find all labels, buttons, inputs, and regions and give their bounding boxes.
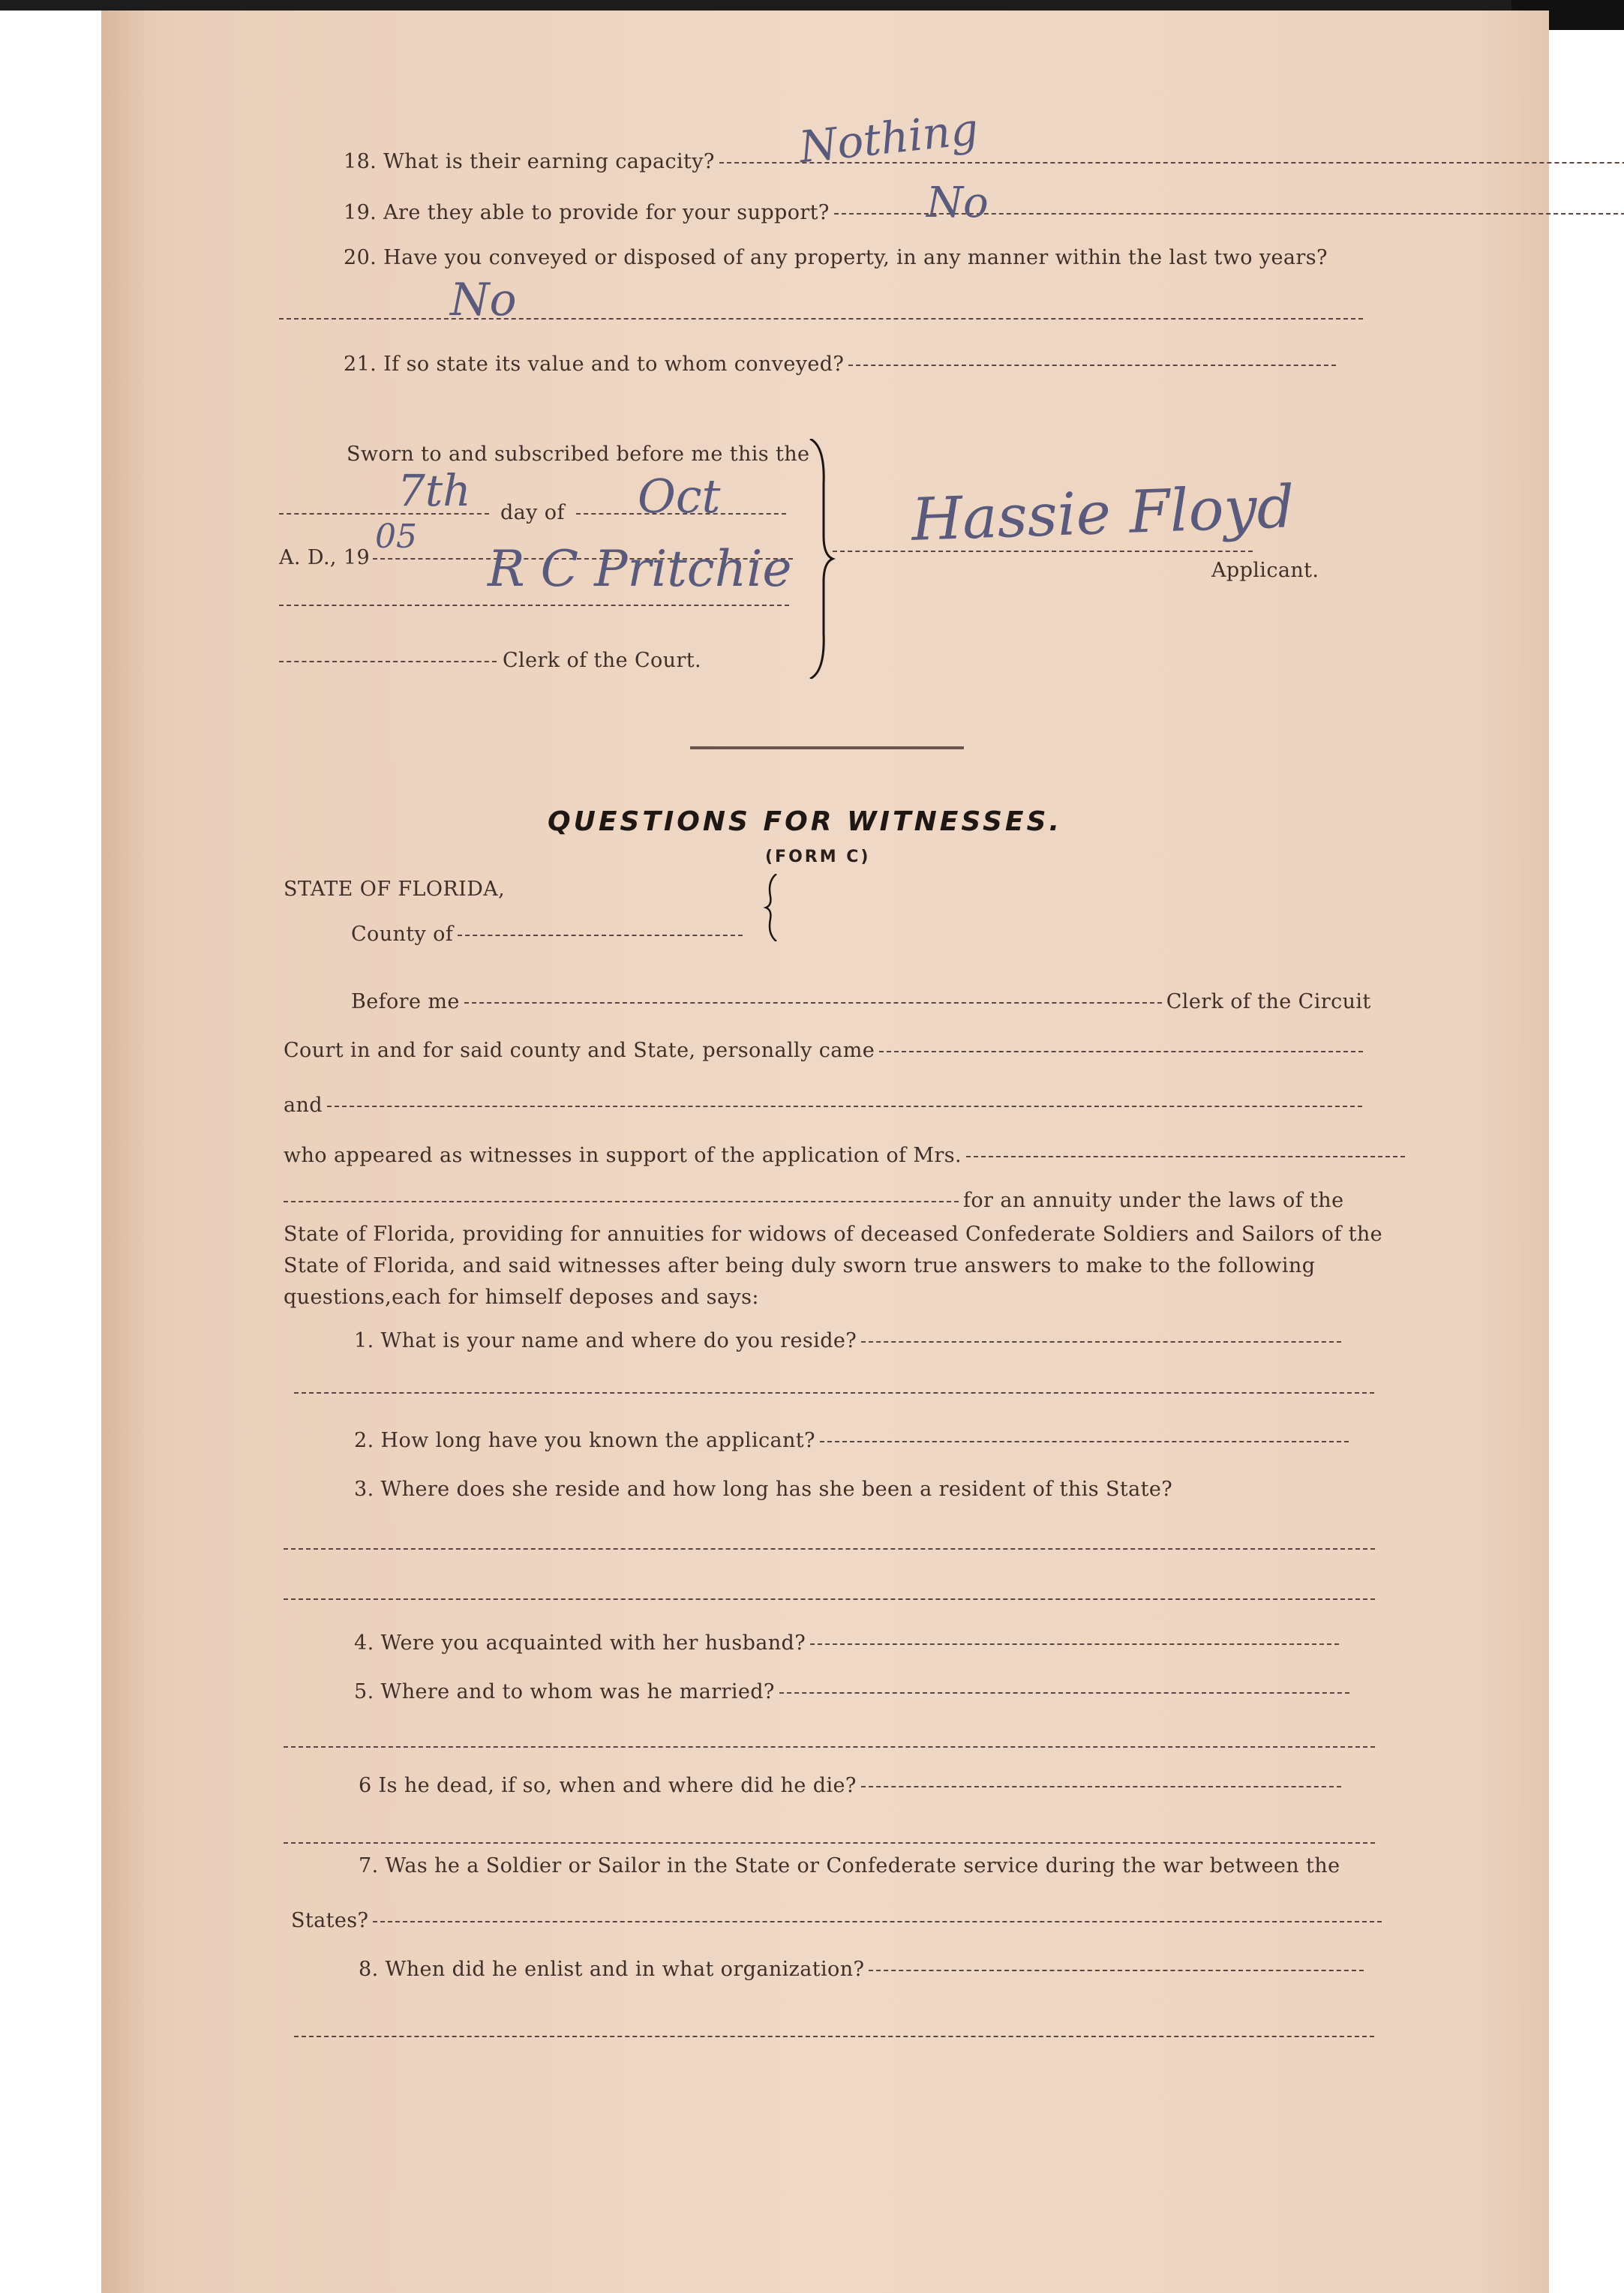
witness-q6-answer-line (284, 1830, 1375, 1853)
witness-and: and (284, 1094, 323, 1117)
witness-q8-answer-line (294, 2024, 1374, 2047)
q21-line (344, 353, 1336, 376)
witness-q5: 5. Where and to whom was he married? (354, 1680, 775, 1703)
witness-q6-line (359, 1774, 1341, 1797)
jurat-ad: A. D., 19 (279, 546, 371, 569)
witness-paragraph-3: questions,each for himself deposes and says: (284, 1286, 759, 1309)
witness-brace (761, 874, 784, 941)
witness-annuity-line (284, 1189, 1343, 1212)
witness-q7b-line (291, 1909, 1382, 1932)
q20-answer-line (279, 306, 1363, 329)
witness-q4: 4. Were you acquainted with her husband? (354, 1631, 806, 1655)
witness-q8: 8. When did he enlist and in what organization? (359, 1958, 865, 1981)
witness-clerk-circuit: Clerk of the Circuit (1166, 990, 1371, 1013)
scan-border-top (0, 0, 1624, 11)
q20-label: 20. Have you conveyed or disposed of any property, in any manner within the last two years? (344, 246, 1328, 269)
jurat-day-number: 7th (398, 465, 471, 516)
witness-q7: 7. Was he a Soldier or Sailor in the State or Confederate service during the war between the (359, 1854, 1340, 1877)
witness-q1-line (354, 1329, 1341, 1352)
q18-label: 18. What is their earning capacity? (344, 150, 715, 173)
jurat-brace-path (810, 439, 833, 679)
witness-before-me: Before me (351, 990, 460, 1013)
jurat-year: 05 (375, 518, 417, 556)
q20-line (344, 246, 1328, 269)
witness-appeared: who appeared as witnesses in support of the application of Mrs. (284, 1144, 962, 1167)
section-separator (690, 746, 964, 749)
witness-paragraph-1: State of Florida, providing for annuities for widows of deceased Confederate Soldiers and Sailors of the (284, 1223, 1383, 1246)
witness-q1: 1. What is your name and where do you reside? (354, 1329, 857, 1352)
clerk-signature: R C Pritchie (488, 540, 792, 598)
witness-before-line (351, 990, 1371, 1013)
witness-q4-line (354, 1631, 1339, 1655)
witness-court-line (284, 1039, 1363, 1062)
witness-appeared-line (284, 1144, 1405, 1167)
q18-answer: Nothing (797, 103, 981, 173)
witness-paragraph-2: State of Florida, and said witnesses after being duly sworn true answers to make to the following (284, 1254, 1316, 1277)
witness-annuity: for an annuity under the laws of the (963, 1189, 1344, 1212)
q20-answer: No (450, 274, 517, 326)
witness-q5-answer-line (284, 1734, 1375, 1757)
witness-q6: 6 Is he dead, if so, when and where did he die? (359, 1774, 857, 1797)
jurat-sworn: Sworn to and subscribed before me this the (347, 443, 810, 466)
q18-line (344, 150, 1624, 173)
jurat-clerk: Clerk of the Court. (503, 649, 701, 672)
witness-q3-answer-line-1 (284, 1536, 1375, 1559)
jurat-blank-line (279, 593, 789, 616)
jurat-month: Oct (638, 469, 721, 524)
applicant-label: Applicant. (1211, 559, 1319, 582)
jurat-clerk-line (279, 649, 701, 672)
witness-q5-line (354, 1680, 1349, 1703)
witness-q2: 2. How long have you known the applicant? (354, 1429, 815, 1452)
witness-and-line (284, 1094, 1362, 1117)
witness-brace-path (766, 874, 776, 941)
witness-title: QUESTIONS FOR WITNESSES. (548, 806, 1063, 837)
witness-form: (FORM C) (765, 848, 871, 866)
witness-q7b: States? (291, 1909, 369, 1932)
witness-q8-line (359, 1958, 1364, 1981)
applicant-signature: Hassie Floyd (910, 473, 1295, 554)
page-edge (101, 11, 146, 2293)
witness-county: County of (351, 923, 454, 946)
witness-county-line (351, 923, 743, 946)
q21-label: 21. If so state its value and to whom conveyed? (344, 353, 845, 376)
witness-q1-answer-line (294, 1380, 1374, 1403)
witness-q2-line (354, 1429, 1349, 1452)
q19-label: 19. Are they able to provide for your support? (344, 201, 830, 224)
witness-q3: 3. Where does she reside and how long has she been a resident of this State? (354, 1478, 1173, 1501)
witness-q3-answer-line-2 (284, 1586, 1375, 1610)
witness-court: Court in and for said county and State, personally came (284, 1039, 875, 1062)
witness-state: STATE OF FLORIDA, (284, 878, 506, 901)
q19-answer: No (926, 179, 989, 227)
jurat-day-of: day of (500, 501, 565, 524)
